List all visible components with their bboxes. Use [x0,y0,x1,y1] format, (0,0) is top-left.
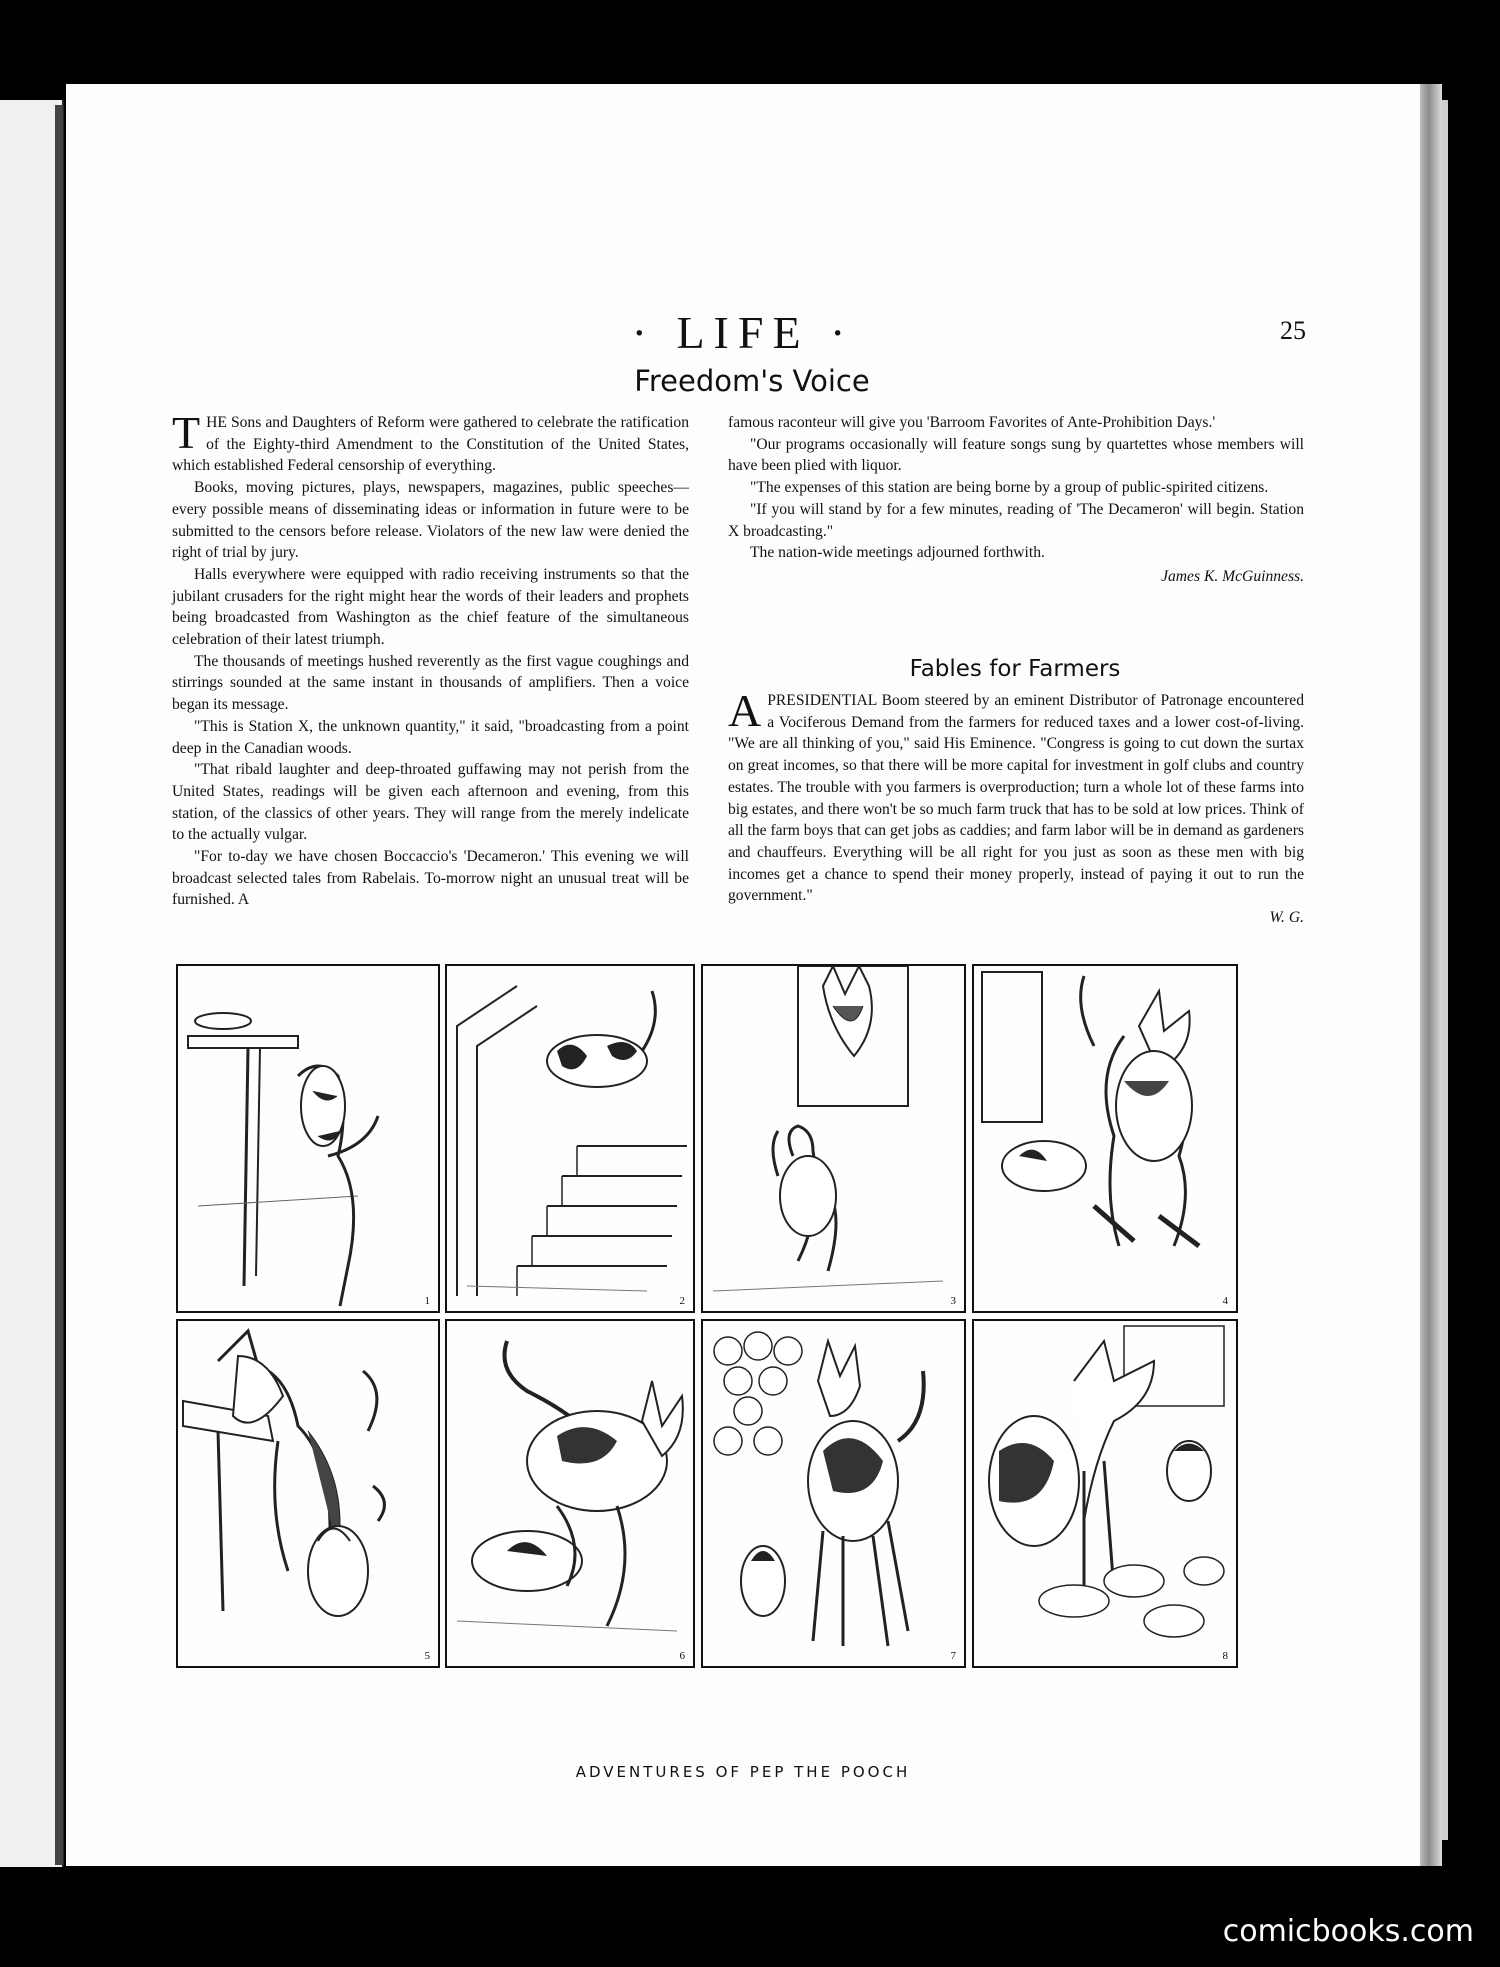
panel-2-drawing [447,966,693,1311]
watermark: comicbooks.com [1222,1914,1474,1949]
panel-4-drawing [974,966,1236,1311]
author-initials: W. G. [1269,909,1304,927]
page-number: 25 [1280,316,1306,345]
panel-number: 3 [950,1295,956,1307]
panel-3-drawing [703,966,964,1311]
comic-panel-4 [972,964,1238,1313]
dropcap: A [728,685,762,736]
paragraph: The thousands of meetings hushed reverently as the first vague coughings and stirrings sounded at the same instant in thousands of amplifiers. Then a voice began its message. [172,652,689,714]
comic-panel-1 [176,964,440,1313]
byline: James K. McGuinness. [1161,567,1304,585]
panel-number: 5 [424,1650,430,1662]
paragraph: Books, moving pictures, plays, newspapers, magazines, public speeches—every possible means of disseminating ideas or information in future were to be submitted to the censors before release. Violators of the new law were denied the right of trial by jury. [172,479,689,562]
comic-panel-2 [445,964,695,1313]
article-title-fables-for-farmers: Fables for Farmers [909,656,1121,682]
article-title-freedoms-voice: Freedom's Voice [634,364,870,398]
panel-number: 1 [424,1295,430,1307]
paragraph: PRESIDENTIAL Boom steered by an eminent Distributor of Patronage encountered a Vociferous Demand from the farmers for reduced taxes and a lower cost-of-living. "We are all thinking of you," said His Eminence. "Congress is going to cut down the surtax on great incomes, so that there will be more capital for investment in golf clubs and country estates. The trouble with you farmers is overproduction; turn a whole lot of these farms into big estates, and there won't be so much farm truck that has to be sold at low prices. Think of all the farm boys that can get jobs as caddies; and farm labor will be in demand as gardeners and chauffeurs. Everything will be all right for you just as soon as these men with big incomes get a chance to spend their money properly, instead of paying it out to run the government." [728,692,1304,905]
panel-number: 6 [679,1650,685,1662]
comic-panel-8 [972,1319,1238,1668]
comic-panel-3 [701,964,966,1313]
paragraph: "This is Station X, the unknown quantity," it said, "broadcasting from a point deep in the Canadian woods. [172,717,689,757]
comic-panel-5 [176,1319,440,1668]
panel-number: 2 [679,1295,685,1307]
article1-column-1 [172,407,689,911]
panel-1-drawing [178,966,438,1311]
dropcap: T [172,407,201,458]
paragraph: "The expenses of this station are being borne by a group of public-spirited citizens. [750,479,1269,497]
comic-strip [172,962,1244,1666]
paragraph: "Our programs occasionally will feature songs sung by quartettes whose members will have been plied with liquor. [728,435,1304,475]
comic-panel-6 [445,1319,695,1668]
comic-panel-7 [701,1319,966,1668]
masthead: · LIFE · [631,307,855,358]
panel-number: 8 [1222,1650,1228,1662]
page-stack-edge [1420,84,1442,1866]
paragraph: famous raconteur will give you 'Barroom Favorites of Ante-Prohibition Days.' [728,414,1216,431]
comic-caption: ADVENTURES OF PEP THE POOCH [575,1763,911,1781]
panel-5-drawing [178,1321,438,1666]
page-stack-strip [1442,100,1448,1840]
article1-column-2 [728,412,1304,588]
paragraph: HE Sons and Daughters of Reform were gathered to celebrate the ratification of the Eighty-third Amendment to the Constitution of the United States, which established Federal censorship of everything. [172,414,689,475]
paragraph: "If you will stand by for a few minutes, reading of 'The Decameron' will begin. Station X broadcasting." [728,500,1304,540]
panel-6-drawing [447,1321,693,1666]
panel-number: 4 [1222,1295,1228,1307]
panel-7-drawing [703,1321,964,1666]
book-gutter [55,105,63,1865]
article2-body [728,685,1304,929]
paragraph: The nation-wide meetings adjourned forthwith. [750,544,1045,562]
paragraph: Halls everywhere were equipped with radio receiving instruments so that the jubilant crusaders for the right might hear the words of their leaders and prophets being broadcasted from Washington as the chief feature of the simultaneous celebration of their latest triumph. [172,565,689,649]
paragraph: "That ribald laughter and deep-throated guffawing may not perish from the United States, readings will be given each afternoon and evening, from this station, of the classics of other years. They will range from the merely indelicate to the actually vulgar. [172,761,689,844]
panel-8-drawing [974,1321,1236,1666]
panel-number: 7 [950,1650,956,1662]
paragraph: "For to-day we have chosen Boccaccio's 'Decameron.' This evening we will broadcast selected tales from Rabelais. To-morrow night an unusual treat will be furnished. A [172,848,689,909]
